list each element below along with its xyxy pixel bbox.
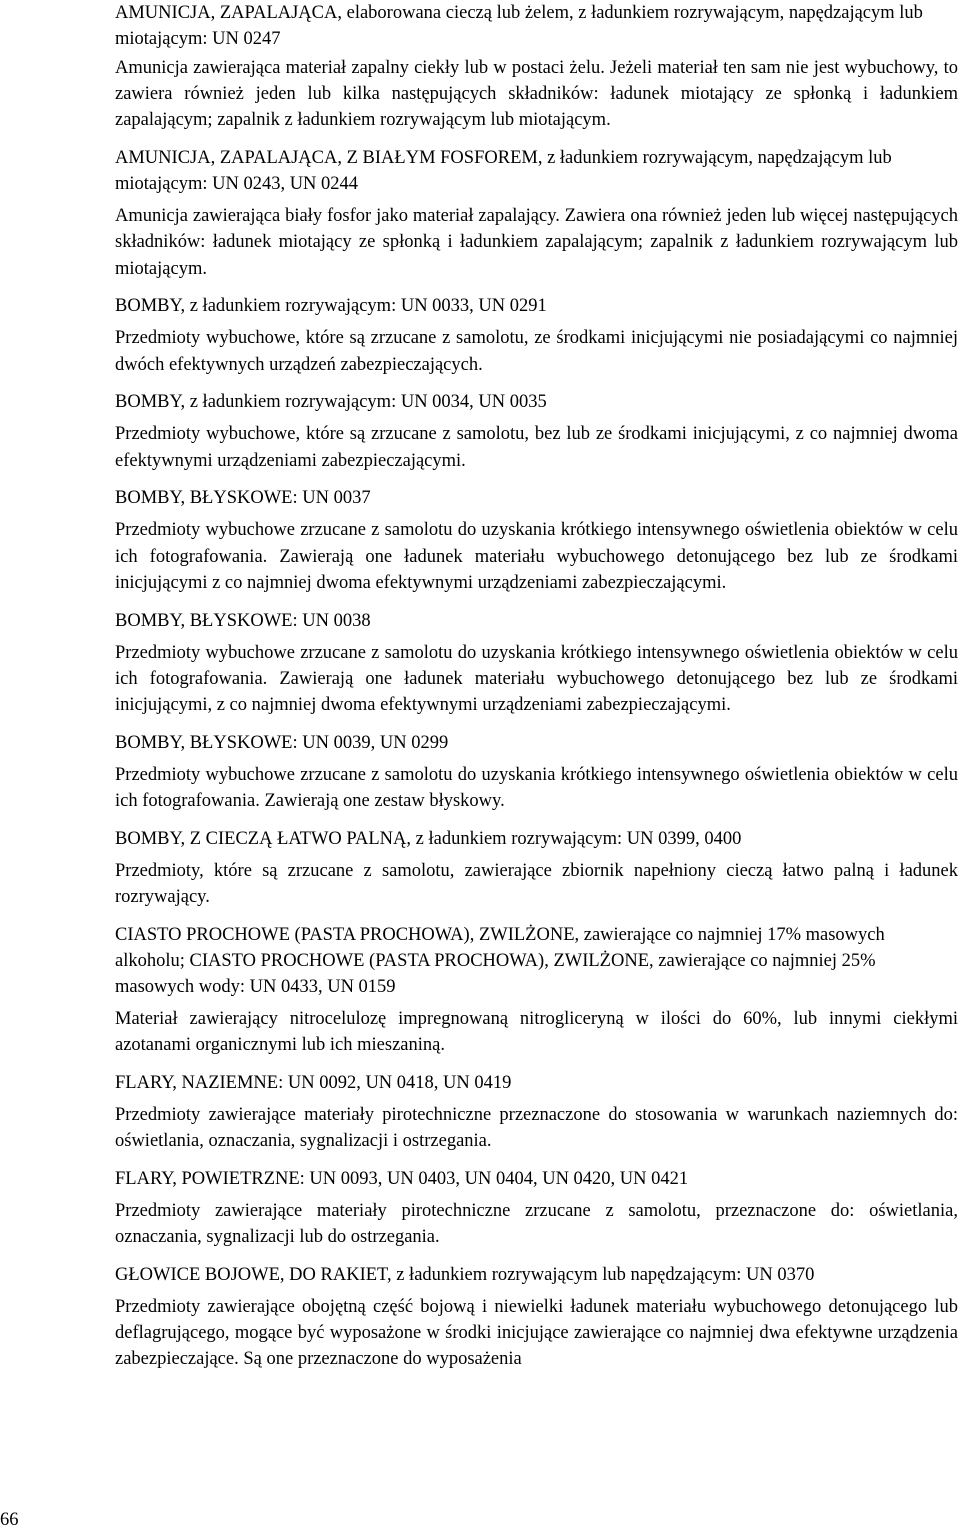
entry-bomby-rozrywajace-0034 <box>115 389 958 473</box>
entry-flary-naziemne <box>115 1070 958 1154</box>
entry-heading: BOMBY, BŁYSKOWE: UN 0037 <box>115 488 371 509</box>
entry-description: Przedmioty zawierające materiały pirotechniczne zrzucane z samolotu, przeznaczone do: oświetlania, oznaczania, sygnalizacji lub do ostrzegania. <box>115 1200 958 1248</box>
entry-bomby-rozrywajace-0033 <box>115 293 958 377</box>
entry-flary-powietrzne <box>115 1166 958 1250</box>
entry-description: Przedmioty zawierające materiały pirotechniczne przeznaczone do stosowania w warunkach naziemnych do: oświetlania, oznaczania, sygnalizacji i ostrzegania. <box>115 1104 958 1152</box>
entry-heading: BOMBY, z ładunkiem rozrywającym: UN 0033, UN 0291 <box>115 296 547 317</box>
entry-heading: BOMBY, BŁYSKOWE: UN 0039, UN 0299 <box>115 732 449 753</box>
document-body <box>115 0 958 1384</box>
entry-heading: BOMBY, z ładunkiem rozrywającym: UN 0034, UN 0035 <box>115 392 547 413</box>
entry-description: Przedmioty wybuchowe, które są zrzucane z samolotu, bez lub ze środkami inicjującymi, z co najmniej dwoma efektywnymi urządzeniami zabezpieczającymi. <box>115 424 958 471</box>
entry-bomby-blyskowe-0037 <box>115 485 958 596</box>
entry-heading: AMUNICJA, ZAPALAJĄCA, Z BIAŁYM FOSFOREM, z ładunkiem rozrywającym, napędzającym lub miotającym: UN 0243, UN 0244 <box>115 148 892 195</box>
entry-heading: FLARY, NAZIEMNE: UN 0092, UN 0418, UN 0419 <box>115 1072 512 1093</box>
entry-heading: GŁOWICE BOJOWE, DO RAKIET, z ładunkiem rozrywającym lub napędzającym: UN 0370 <box>115 1264 815 1285</box>
entry-heading: CIASTO PROCHOWE (PASTA PROCHOWA), ZWILŻONE, zawierające co najmniej 17% masowych alkoholu; CIASTO PROCHOWE (PASTA PROCHOWA), ZWILŻONE, zawierające co najmniej 25% masowych wody: UN 0433, UN 0159 <box>115 924 885 997</box>
entry-description: Przedmioty wybuchowe, które są zrzucane z samolotu, ze środkami inicjującymi nie posiadającymi co najmniej dwóch efektywnych urządzeń zabezpieczających. <box>115 328 958 375</box>
entry-amunicja-zapalajaca-fosfor <box>115 145 958 282</box>
entry-heading: FLARY, POWIETRZNE: UN 0093, UN 0403, UN 0404, UN 0420, UN 0421 <box>115 1168 689 1189</box>
entry-bomby-blyskowe-0039 <box>115 730 958 814</box>
entry-description: Amunicja zawierająca materiał zapalny ciekły lub w postaci żelu. Jeżeli materiał ten sam nie jest wybuchowy, to zawiera również jeden lub kilka następujących składników: ładunek miotający ze spłonką i ładunkiem zapalającym; zapalnik z ładunkiem rozrywającym lub miotającym. <box>115 58 958 131</box>
entry-bomby-blyskowe-0038 <box>115 608 958 719</box>
entry-heading: AMUNICJA, ZAPALAJĄCA, elaborowana cieczą lub żelem, z ładunkiem rozrywającym, napędzającym lub miotającym: UN 0247 <box>115 3 923 49</box>
entry-description: Przedmioty wybuchowe zrzucane z samolotu do uzyskania krótkiego intensywnego oświetlenia obiektów w celu ich fotografowania. Zawierają one zestaw błyskowy. <box>115 764 958 812</box>
entry-description: Przedmioty zawierające obojętną część bojową i niewielki ładunek materiału wybuchowego detonującego lub deflagrującego, mogące być wyposażone w środki inicjujące zawierające co najmniej dwa efektywne urządzenia zabezpieczające. Są one przeznaczone do wyposażenia <box>115 1296 958 1370</box>
entry-description: Amunicja zawierająca biały fosfor jako materiał zapalający. Zawiera ona również jeden lub więcej następujących składników: ładunek miotający ze spłonką i ładunkiem zapalającym; zapalnik z ładunkiem rozrywającym lub miotającym. <box>115 206 958 279</box>
entry-bomby-ciecz-palna <box>115 826 958 910</box>
entry-description: Przedmioty wybuchowe zrzucane z samolotu do uzyskania krótkiego intensywnego oświetlenia obiektów w celu ich fotografowania. Zawierają one ładunek materiału wybuchowego detonującego bez lub ze środkami inicjującymi z co najmniej dwoma efektywnymi urządzeniami zabezpieczającymi. <box>115 520 958 593</box>
entry-description: Przedmioty wybuchowe zrzucane z samolotu do uzyskania krótkiego intensywnego oświetlenia obiektów w celu ich fotografowania. Zawierają one ładunek materiału wybuchowego detonującego bez lub ze środkami inicjującymi, z co najmniej dwoma efektywnymi urządzeniami zabezpieczającymi. <box>115 642 958 716</box>
entry-heading: BOMBY, BŁYSKOWE: UN 0038 <box>115 610 371 631</box>
entry-description: Przedmioty, które są zrzucane z samolotu, zawierające zbiornik napełniony cieczą łatwo palną i ładunek rozrywający. <box>115 860 958 908</box>
page-number: 66 <box>0 1510 19 1530</box>
entry-ciasto-prochowe <box>115 922 958 1058</box>
entry-glowice-bojowe <box>115 1262 958 1373</box>
entry-amunicja-zapalajaca-ciecza <box>115 0 958 134</box>
entry-description: Materiał zawierający nitrocelulozę impregnowaną nitrogliceryną w ilości do 60%, lub innymi ciekłymi azotanami organicznymi lub ich mieszaniną. <box>115 1008 958 1056</box>
entry-heading: BOMBY, Z CIECZĄ ŁATWO PALNĄ, z ładunkiem rozrywającym: UN 0399, 0400 <box>115 828 742 849</box>
